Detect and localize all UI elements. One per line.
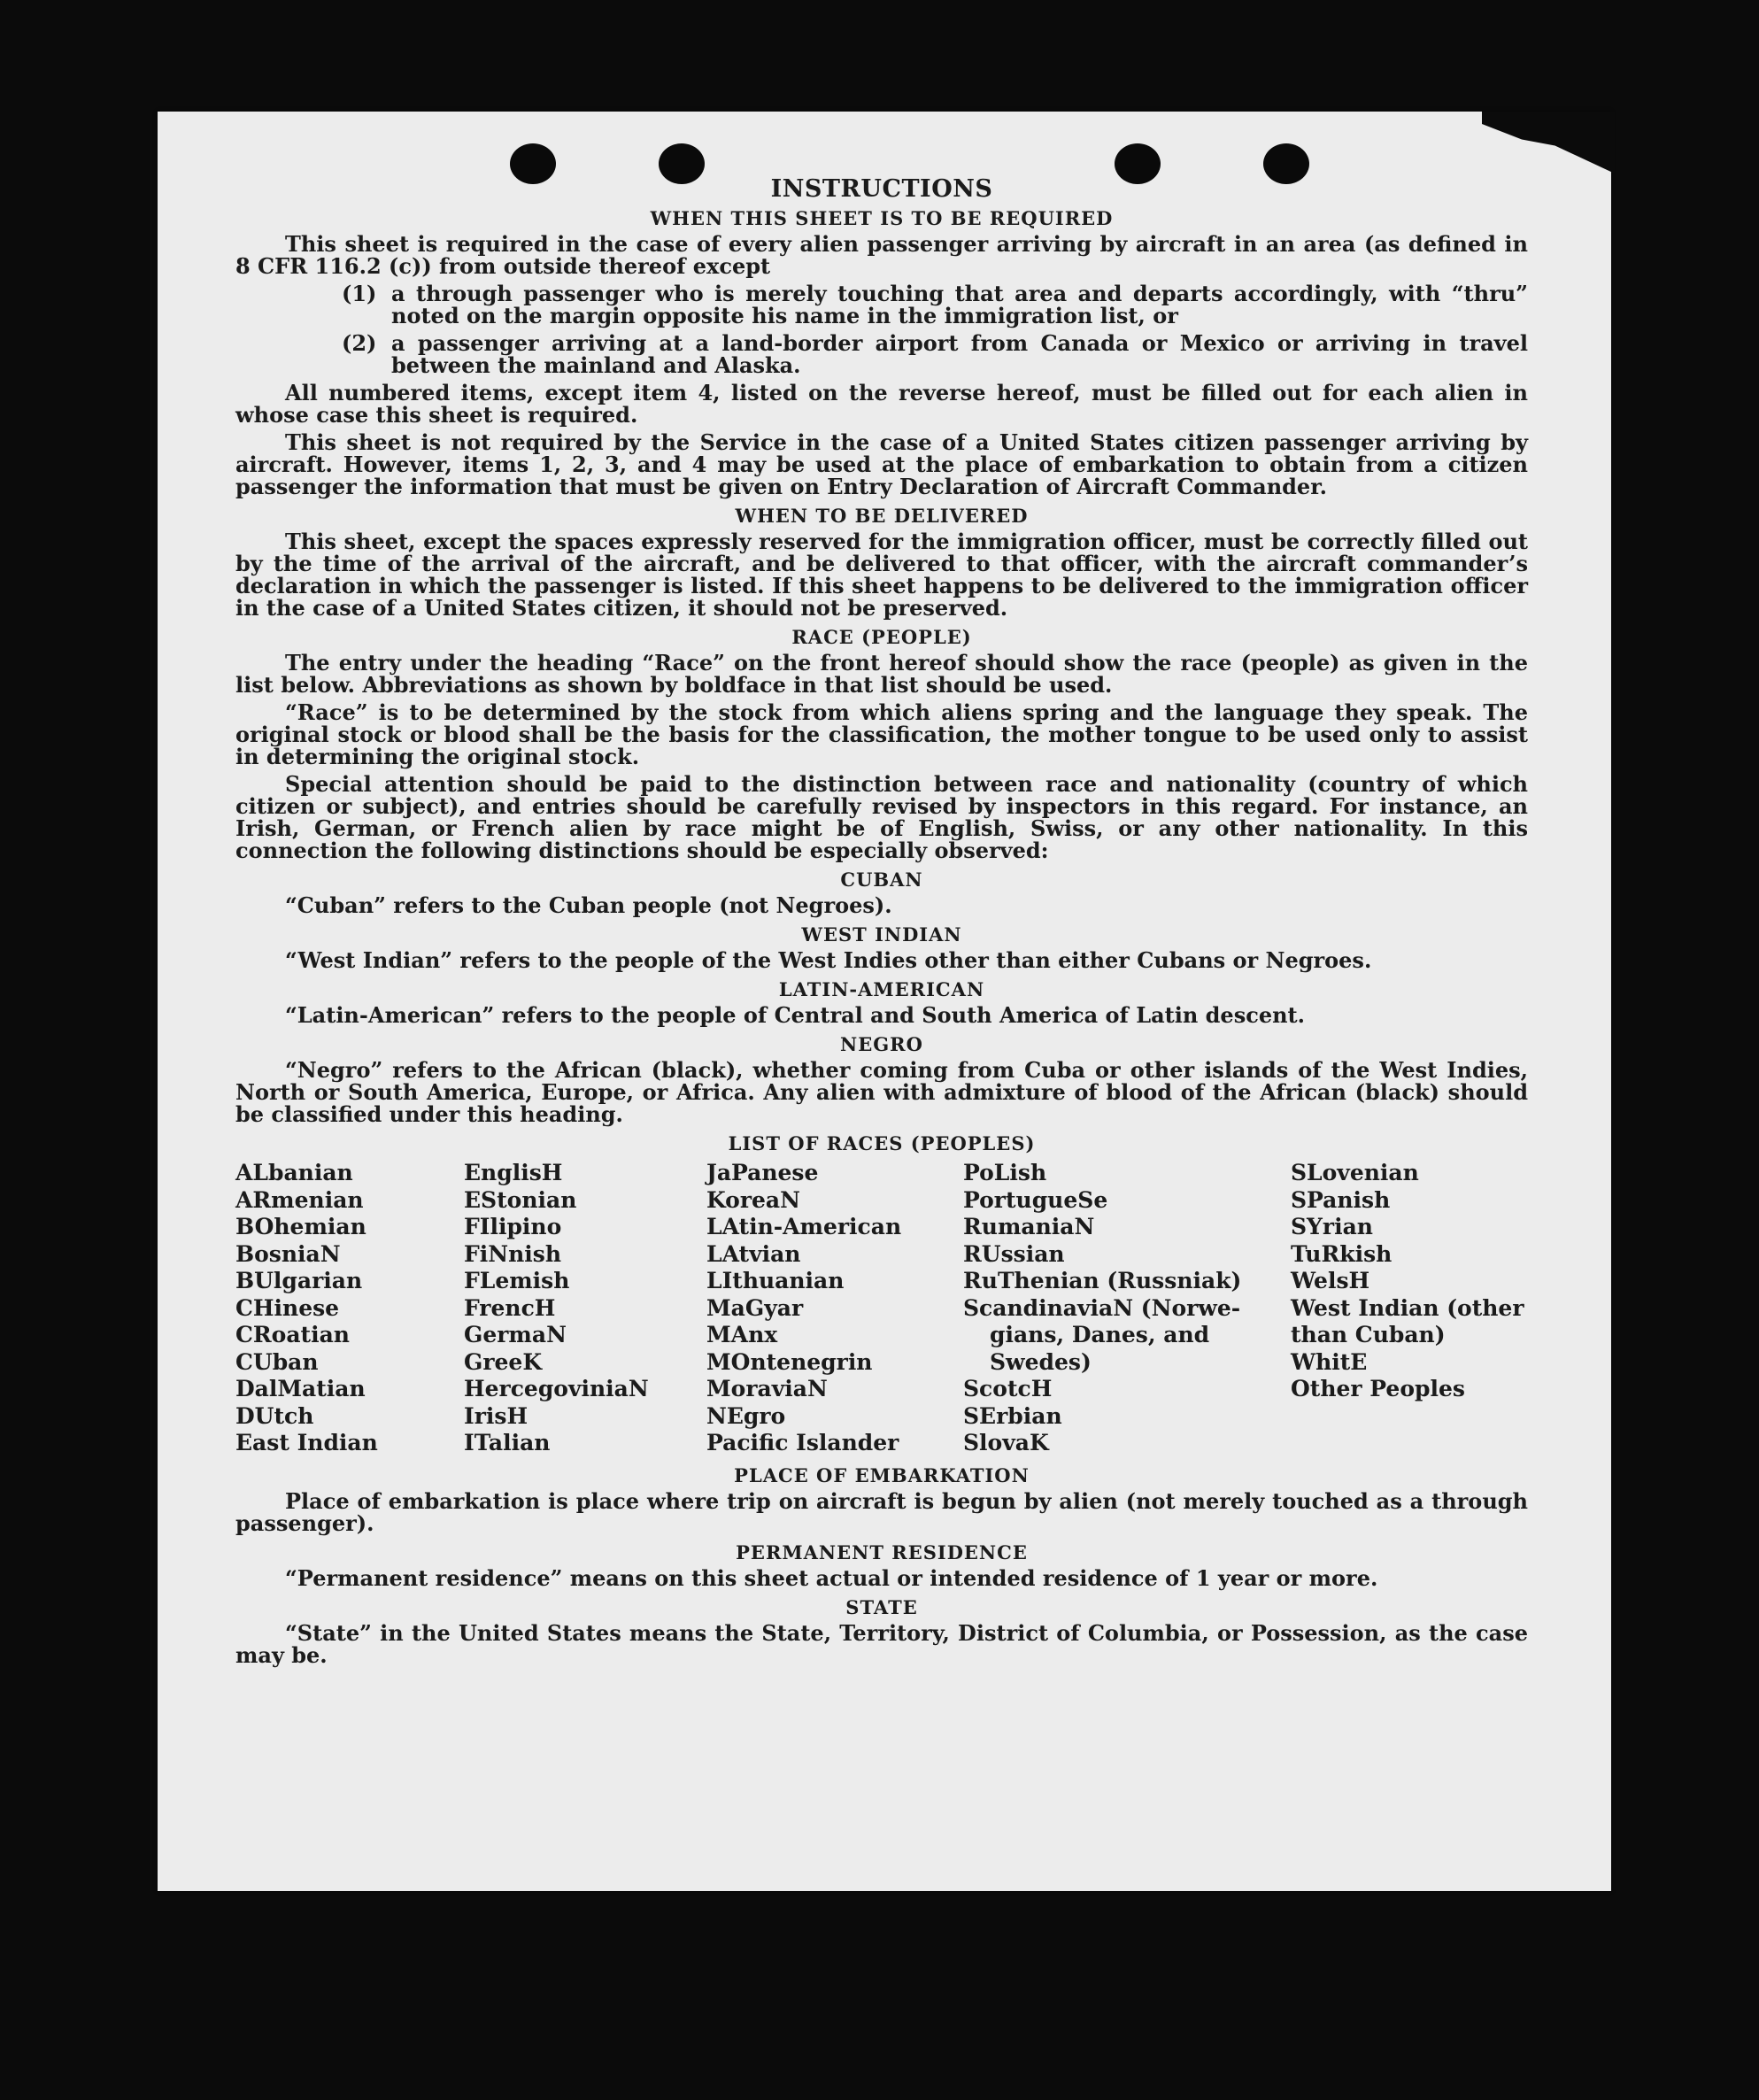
heading-latin-american: LATIN-AMERICAN xyxy=(778,978,985,1000)
heading-when-delivered: WHEN TO BE DELIVERED xyxy=(735,505,1029,527)
races-column xyxy=(1291,1160,1528,1457)
race-entry: PortugueSe xyxy=(963,1186,1108,1213)
race-entry: MAnx xyxy=(706,1322,778,1347)
races-column xyxy=(706,1160,963,1457)
exception-number: (1) xyxy=(342,281,377,306)
race-entry: RuThenian (Russniak) xyxy=(963,1268,1242,1293)
exception-text: a through passenger who is merely touching that area and departs accordingly, with “thru” noted on the margin opposite his name in the immigration list, or xyxy=(391,281,1528,328)
heading-list-of-races: LIST OF RACES (PEOPLES) xyxy=(728,1132,1036,1154)
exception-item xyxy=(342,282,1528,327)
race-entry: KoreaN xyxy=(706,1186,800,1213)
race-entry: MoraviaN xyxy=(706,1376,828,1401)
race-entry: ScotcH xyxy=(963,1376,1053,1401)
race-entry: SPanish xyxy=(1291,1186,1391,1213)
race-entry: BosniaN xyxy=(235,1240,341,1267)
paragraph-permanent-residence: “Permanent residence” means on this sheet actual or intended residence of 1 year or more. xyxy=(285,1564,1378,1591)
race-entry: WhitE xyxy=(1291,1348,1368,1375)
race-entry: SlovaK xyxy=(963,1430,1049,1455)
race-entry: FrencH xyxy=(464,1294,556,1321)
race-entry: CRoatian xyxy=(235,1322,350,1347)
race-entry: ScandinaviaN (Norwe- xyxy=(963,1294,1241,1321)
heading-cuban: CUBAN xyxy=(840,869,923,891)
paragraph-embarkation: Place of embarkation is place where trip on aircraft is begun by alien (not merely touched as a through passenger). xyxy=(235,1487,1528,1536)
race-entry: East Indian xyxy=(235,1430,378,1455)
race-entry: SErbian xyxy=(963,1402,1062,1429)
race-entry-continuation: Swedes) xyxy=(990,1348,1092,1375)
race-entry-continuation: gians, Danes, and xyxy=(990,1322,1210,1347)
race-entry: PoLish xyxy=(963,1160,1047,1185)
race-entry: EStonian xyxy=(464,1186,577,1213)
paragraph-race-entry: The entry under the heading “Race” on the front hereof should show the race (people) as given in the list below. Abbreviations as shown by boldface in that list should be used. xyxy=(235,650,1528,698)
heading-race: RACE (PEOPLE) xyxy=(791,626,972,648)
race-entry: GermaN xyxy=(464,1322,567,1347)
race-entry: MaGyar xyxy=(706,1294,804,1321)
race-entry: IrisH xyxy=(464,1402,528,1429)
races-column xyxy=(464,1160,706,1457)
race-entry: BUlgarian xyxy=(235,1268,363,1293)
race-entry: HercegoviniaN xyxy=(464,1376,649,1401)
race-entry: SYrian xyxy=(1291,1214,1373,1239)
paragraph-numbered-items: All numbered items, except item 4, listed on the reverse hereof, must be filled out for each alien in whose case this sheet is required. xyxy=(235,380,1528,428)
race-entry: ARmenian xyxy=(235,1186,364,1213)
race-entry: LIthuanian xyxy=(706,1268,845,1293)
race-entry-continuation: than Cuban) xyxy=(1291,1322,1446,1347)
heading-permanent-residence: PERMANENT RESIDENCE xyxy=(736,1540,1028,1563)
race-entry: SLovenian xyxy=(1291,1160,1419,1185)
race-entry: FIlipino xyxy=(464,1214,562,1239)
definition-negro: “Negro” refers to the African (black), whether coming from Cuba or other islands of the West Indies, North or South America, Europe, or Africa. Any alien with admixture of blood of the African (black) should be classified under this heading. xyxy=(235,1057,1528,1127)
race-entry: RumaniaN xyxy=(963,1214,1095,1239)
race-entry: West Indian (other xyxy=(1291,1294,1524,1321)
torn-corner xyxy=(1482,112,1615,174)
races-list xyxy=(235,1160,1528,1457)
exception-text: a passenger arriving at a land-border airport from Canada or Mexico or arriving in travel between the mainland and Alaska. xyxy=(391,330,1528,378)
heading-embarkation: PLACE OF EMBARKATION xyxy=(734,1463,1030,1486)
race-entry: LAtvian xyxy=(706,1240,801,1267)
paragraph-race-nationality: Special attention should be paid to the distinction between race and nationality (country of which citizen or subject), and entries should be carefully revised by inspectors in this regard. For instance, an Irish, German, or French alien by race might be of English, Swiss, or any other nationality. In this connection the following distinctions should be especially observed: xyxy=(235,771,1528,863)
exception-number: (2) xyxy=(342,330,377,356)
heading-west-indian: WEST INDIAN xyxy=(801,923,962,946)
race-entry: CUban xyxy=(235,1348,319,1375)
race-entry: TuRkish xyxy=(1291,1240,1393,1267)
race-entry: GreeK xyxy=(464,1348,543,1375)
paragraph-required-intro: This sheet is required in the case of every alien passenger arriving by aircraft in an area (as defined in 8 CFR 116.2 (c)) from outside thereof except xyxy=(235,231,1528,279)
exception-item xyxy=(342,332,1528,376)
race-entry: MOntenegrin xyxy=(706,1348,873,1375)
race-entry: RUssian xyxy=(963,1240,1065,1267)
race-entry: Other Peoples xyxy=(1291,1376,1465,1401)
paragraph-delivery: This sheet, except the spaces expressly reserved for the immigration officer, must be correctly filled out by the time of the arrival of the aircraft, and be delivered to that officer, with the aircraft commander’s declaration in which the passenger is listed. If this sheet happens to be delivered to the immigration officer in the case of a United States citizen, it should not be preserved. xyxy=(235,529,1528,621)
paragraph-citizen-passenger: This sheet is not required by the Service in the case of a United States citizen passenger arriving by aircraft. However, items 1, 2, 3, and 4 may be used at the place of embarkation to obtain from a citizen passenger the information that must be given on Entry Declaration of Aircraft Commander. xyxy=(235,429,1528,499)
race-entry: DalMatian xyxy=(235,1376,366,1401)
paragraph-state: “State” in the United States means the State, Territory, District of Columbia, or Possession, as the case may be. xyxy=(235,1619,1528,1668)
heading-state: STATE xyxy=(845,1595,918,1618)
race-entry: BOhemian xyxy=(235,1214,366,1239)
heading-when-required: WHEN THIS SHEET IS TO BE REQUIRED xyxy=(650,207,1114,229)
definition-cuban: “Cuban” refers to the Cuban people (not Negroes). xyxy=(285,892,892,918)
race-entry: ITalian xyxy=(464,1430,551,1455)
race-entry: FiNnish xyxy=(464,1240,562,1267)
race-entry: WelsH xyxy=(1291,1268,1370,1293)
race-entry: DUtch xyxy=(235,1402,314,1429)
race-entry: ALbanian xyxy=(235,1160,353,1185)
definition-latin-american: “Latin-American” refers to the people of Central and South America of Latin descent. xyxy=(285,1002,1305,1028)
heading-negro: NEGRO xyxy=(840,1033,923,1055)
races-column xyxy=(963,1160,1291,1457)
race-entry: Pacific Islander xyxy=(706,1430,899,1455)
race-entry: NEgro xyxy=(706,1402,786,1429)
paragraph-race-definition: “Race” is to be determined by the stock from which aliens spring and the language they speak. The original stock or blood shall be the basis for the classification, the mother tongue to be used only to assist in determining the original stock. xyxy=(235,699,1528,769)
race-entry: LAtin-American xyxy=(706,1214,902,1239)
race-entry: EnglisH xyxy=(464,1160,563,1185)
race-entry: JaPanese xyxy=(706,1160,819,1185)
race-entry: CHinese xyxy=(235,1294,340,1321)
races-column xyxy=(235,1160,464,1457)
race-entry: FLemish xyxy=(464,1268,570,1293)
instructions-content xyxy=(235,175,1528,1672)
definition-west-indian: “West Indian” refers to the people of the West Indies other than either Cubans or Negroes. xyxy=(285,947,1372,973)
document-title: INSTRUCTIONS xyxy=(770,175,993,203)
document-page xyxy=(158,112,1611,1891)
